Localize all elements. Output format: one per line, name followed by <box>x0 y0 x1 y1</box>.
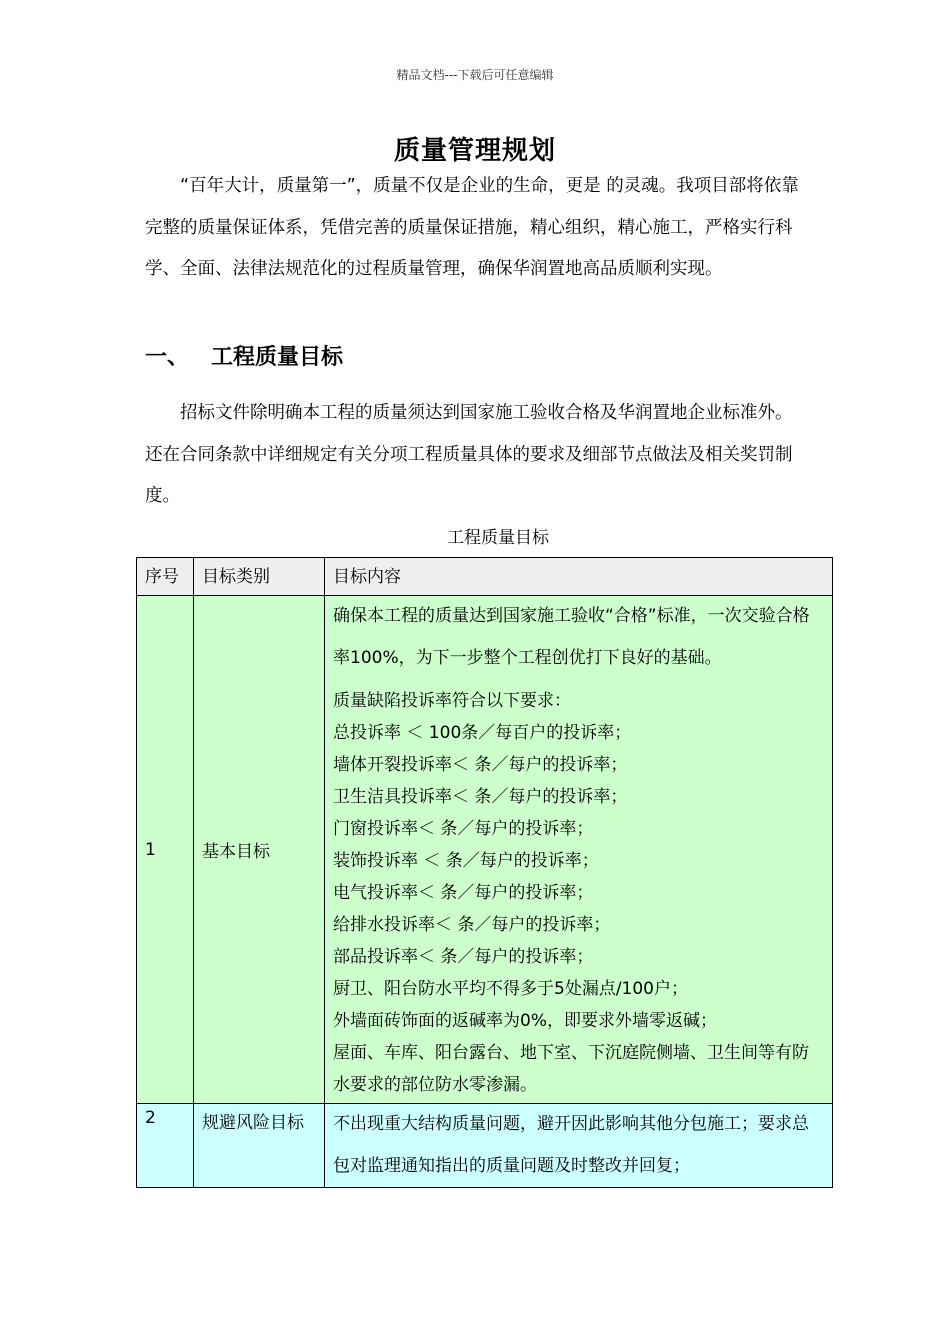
row-number-cell: 2 <box>137 1104 194 1188</box>
document-title: 质量管理规划 <box>393 136 556 166</box>
row-category-cell: 基本目标 <box>194 596 325 1104</box>
content-lead: 不出现重大结构质量问题，避开因此影响其他分包施工；要求总包对监理通知指出的质量问题及时整改并回复； <box>333 1114 809 1176</box>
list-item: 厨卫、阳台防水平均不得多于5处漏点/100户； <box>333 979 688 999</box>
list-item: 墙体开裂投诉率＜ 条／每户的投诉率； <box>333 755 628 775</box>
list-item: 电气投诉率＜ 条／每户的投诉率； <box>333 883 594 903</box>
header-cell-content: 目标内容 <box>325 558 833 596</box>
table-header-row <box>137 558 833 596</box>
table-row <box>137 596 833 1104</box>
table-row <box>137 1104 833 1188</box>
list-item: 总投诉率 ＜ 100条／每百户的投诉率； <box>333 723 632 743</box>
list-item: 门窗投诉率＜ 条／每户的投诉率； <box>333 819 594 839</box>
section-heading <box>145 340 343 371</box>
content-lead: 确保本工程的质量达到国家施工验收“合格”标准，一次交验合格率100%，为下一步整个工程创优打下良好的基础。 <box>333 606 810 668</box>
list-item: 装饰投诉率 ＜ 条／每户的投诉率； <box>333 851 599 871</box>
row-content-cell <box>325 596 833 1104</box>
quality-goals-table <box>136 557 833 1188</box>
content-list <box>333 685 824 1101</box>
list-item: 质量缺陷投诉率符合以下要求： <box>333 691 571 711</box>
list-item: 屋面、车库、阳台露台、地下室、下沉庭院侧墙、卫生间等有防水要求的部位防水零渗漏。 <box>333 1043 809 1095</box>
section-number: 一、 <box>145 345 190 370</box>
table-caption: 工程质量目标 <box>447 528 549 548</box>
section-body-paragraph: 招标文件除明确本工程的质量须达到国家施工验收合格及华润置地企业标准外。还在合同条款中详细规定有关分项工程质量具体的要求及细部节点做法及相关奖罚制度。 <box>145 403 793 506</box>
list-item: 卫生洁具投诉率＜ 条／每户的投诉率； <box>333 787 628 807</box>
intro-paragraph: “百年大计，质量第一”，质量不仅是企业的生命，更是 的灵魂。我项目部将依靠完整的质量保证体系，凭借完善的质量保证措施，精心组织，精心施工，严格实行科学、全面、法律法规范化的过程质量管理，确保华润置地高品质顺利实现。 <box>145 176 799 279</box>
section-title: 工程质量目标 <box>211 345 344 370</box>
header-cell-category: 目标类别 <box>194 558 325 596</box>
header-note: 精品文档---下载后可任意编辑 <box>396 68 554 82</box>
row-category-cell: 规避风险目标 <box>194 1104 325 1188</box>
row-number-cell: 1 <box>137 596 194 1104</box>
list-item: 部品投诉率＜ 条／每户的投诉率； <box>333 947 594 967</box>
list-item: 外墙面砖饰面的返碱率为0%，即要求外墙零返碱； <box>333 1011 717 1031</box>
header-cell-number: 序号 <box>137 558 194 596</box>
row-content-cell <box>325 1104 833 1188</box>
list-item: 给排水投诉率＜ 条／每户的投诉率； <box>333 915 611 935</box>
